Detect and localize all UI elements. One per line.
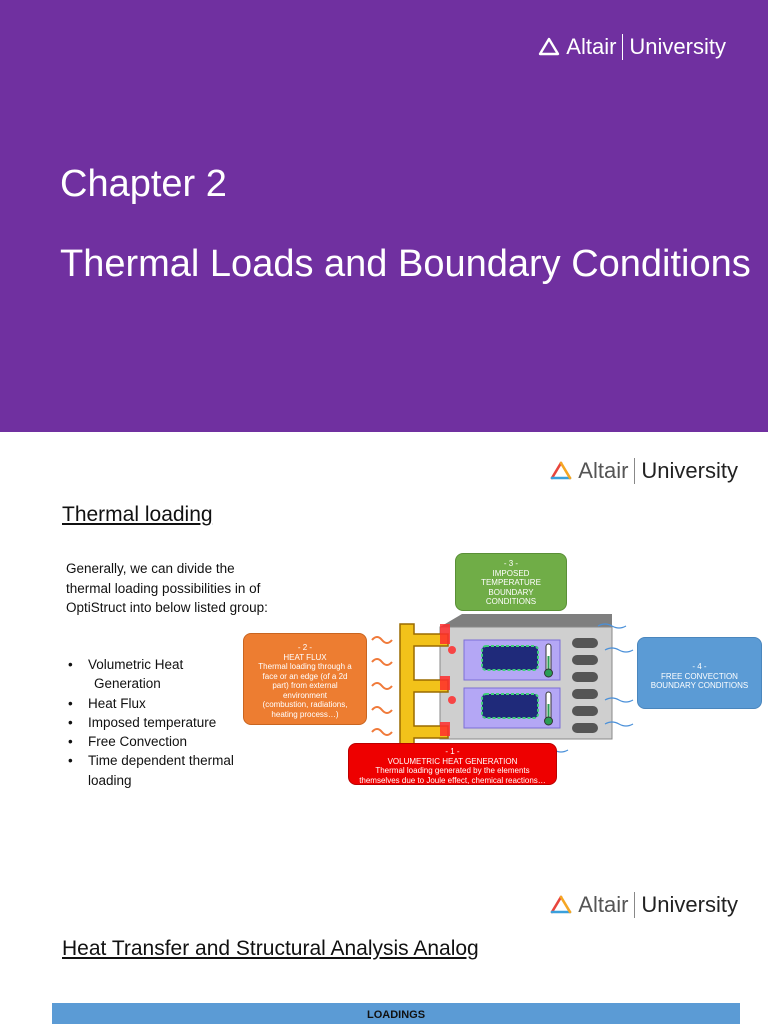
- callout-line: Thermal loading through a: [258, 662, 352, 671]
- list-item: • Imposed temperature: [66, 713, 266, 732]
- chapter-title: Thermal Loads and Boundary Conditions: [60, 243, 751, 285]
- callout-number: - 4 -: [692, 662, 707, 671]
- heat-wave-icons: [372, 637, 392, 735]
- callout-line: face or an edge (of a 2d: [262, 671, 348, 681]
- housing-top: [440, 614, 612, 627]
- callout-line: (combustion, radiations,: [262, 700, 348, 709]
- callout-title: HEAT FLUX: [283, 652, 327, 662]
- table-header-loadings: LOADINGS: [52, 1003, 740, 1024]
- callout-line: BOUNDARY: [488, 587, 534, 597]
- callout-line: TEMPERATURE: [481, 578, 541, 587]
- logo-suffix: University: [641, 458, 738, 483]
- thermometer-icon: [545, 644, 553, 677]
- list-item: • Free Convection: [66, 732, 266, 751]
- logo-suffix: University: [629, 34, 726, 59]
- logo-brand: Altair: [578, 458, 629, 483]
- free-convection-callout: [637, 637, 762, 709]
- volumetric-heat-callout: [348, 743, 557, 785]
- callout-line: CONDITIONS: [485, 597, 537, 606]
- callout-number: - 2 -: [297, 643, 313, 652]
- list-item: • Time dependent thermal: [66, 751, 266, 770]
- logo-brand: Altair: [566, 34, 617, 59]
- callout-line: heating process…): [271, 709, 339, 719]
- list-item: • Heat Flux: [66, 694, 266, 713]
- callout-number: - 3 -: [503, 559, 519, 568]
- list-item-continuation: Generation: [94, 676, 161, 692]
- callout-line: environment: [282, 690, 328, 700]
- component-lower: [482, 694, 538, 718]
- callout-line: FREE CONVECTION: [661, 671, 738, 681]
- altair-university-logo: [550, 892, 738, 918]
- logo-suffix: University: [641, 892, 738, 917]
- heat-flux-callout: [243, 633, 367, 725]
- altair-triangle-icon: [550, 895, 572, 915]
- callout-line: IMPOSED: [492, 568, 530, 578]
- section-heading: Heat Transfer and Structural Analysis Analog: [62, 937, 479, 960]
- callout-number: - 1 -: [445, 747, 460, 756]
- imposed-temperature-callout: [455, 553, 567, 611]
- callout-line: part) from external: [272, 681, 338, 690]
- list-item-continuation: loading: [88, 772, 132, 788]
- thermometer-icon: [545, 692, 553, 725]
- callout-line: themselves due to Joule effect, chemical reactions…: [359, 775, 546, 785]
- callout-line: BOUNDARY CONDITIONS: [650, 681, 749, 690]
- intro-paragraph: Generally, we can divide the thermal loading possibilities in of OptiStruct into below listed group:: [66, 561, 268, 615]
- callout-title: VOLUMETRIC HEAT GENERATION: [387, 756, 518, 766]
- list-item: • Volumetric Heat: [66, 655, 266, 674]
- callout-line: Thermal loading generated by the elements: [375, 766, 530, 775]
- logo-brand: Altair: [578, 892, 629, 917]
- logo-separator: [634, 892, 635, 918]
- chapter-number: Chapter 2: [60, 163, 227, 205]
- section-heading: Thermal loading: [62, 503, 213, 526]
- component-upper: [482, 646, 538, 670]
